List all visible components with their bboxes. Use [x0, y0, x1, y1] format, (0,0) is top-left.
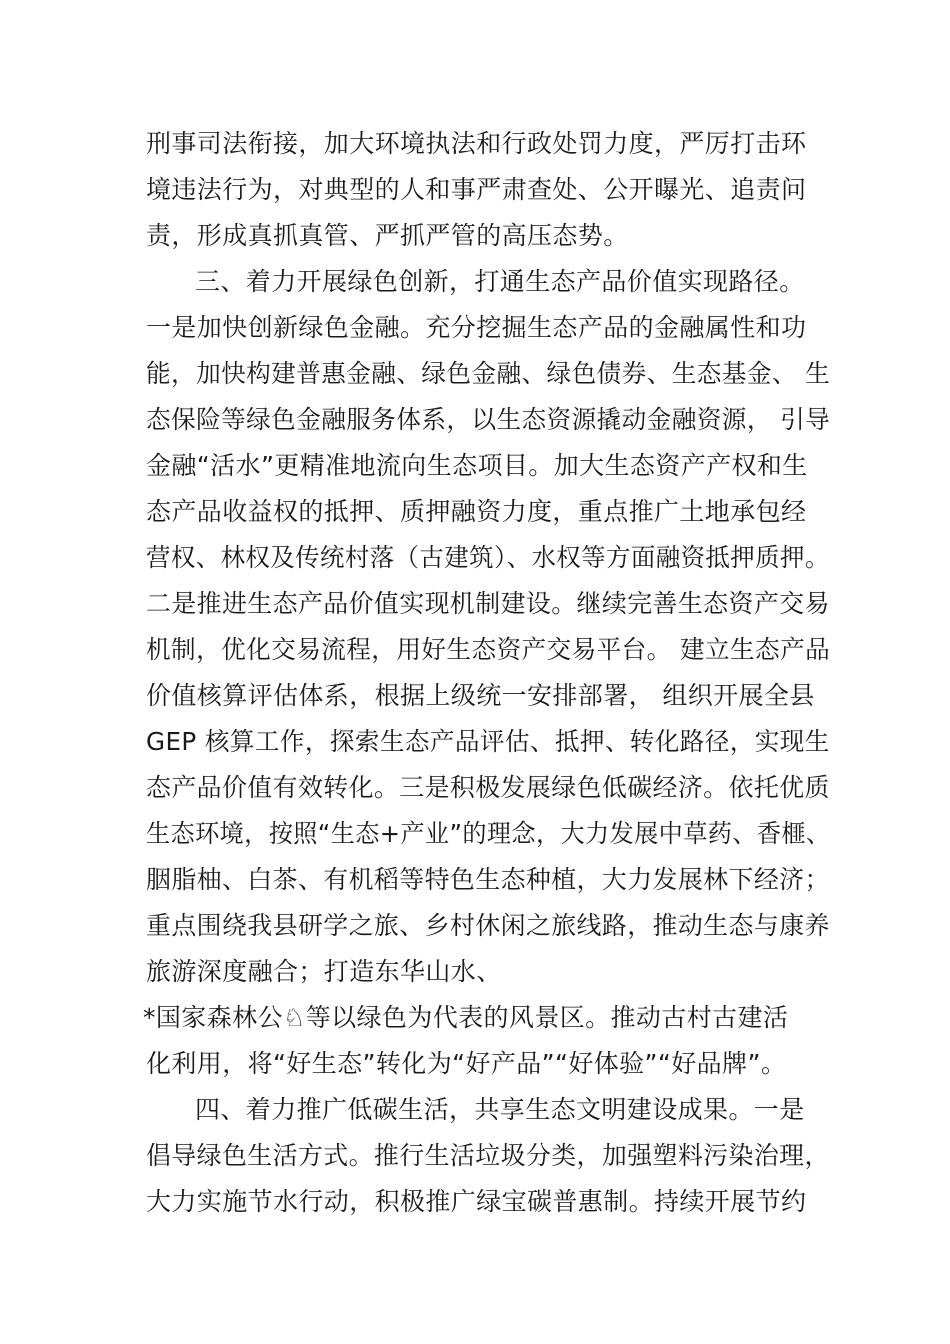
paragraph-line: 刑事司法衔接，加大环境执法和行政处罚力度，严厉打击环 [146, 129, 807, 158]
paragraph-line: 二是推进生态产品价值实现机制建设。继续完善生态资产交易 [146, 589, 830, 618]
paragraph-line: 倡导绿色生活方式。推行生活垃圾分类，加强塑料污染治理， [146, 1141, 830, 1170]
paragraph-line: 责，形成真抓真管、严抓严管的高压态势。 [146, 221, 629, 250]
section-heading: 四、着力推广低碳生活，共享生态文明建设成果。一是 [195, 1095, 805, 1124]
paragraph-line: 大力实施节水行动，积极推广绿宝碳普惠制。持续开展节约 [146, 1187, 807, 1216]
paragraph-line: 一是加快创新绿色金融。充分挖掘生态产品的金融属性和功 [146, 313, 807, 342]
paragraph-line: 生态环境，按照“生态+产业”的理念，大力发展中草药、香榧、 [146, 819, 831, 848]
paragraph-line: 金融“活水”更精准地流向生态项目。加大生态资产产权和生 [146, 451, 808, 480]
paragraph-line: 态保险等绿色金融服务体系，以生态资源撬动金融资源， 引导 [146, 405, 831, 434]
paragraph-line: 机制，优化交易流程，用好生态资产交易平台。 建立生态产品 [146, 635, 831, 664]
paragraph-line: *国家森林公♘等以绿色为代表的风景区。推动古村古建活 [143, 1003, 789, 1032]
paragraph-line: 胭脂柚、白茶、有机稻等特色生态种植，大力发展林下经济； [146, 865, 830, 894]
section-heading: 三、着力开展绿色创新，打通生态产品价值实现路径。 [195, 267, 805, 296]
paragraph-line: GEP 核算工作，探索生态产品评估、抵押、转化路径，实现生 [146, 727, 830, 756]
paragraph-line: 营权、林权及传统村落（古建筑）、水权等方面融资抵押质押。 [146, 543, 830, 572]
paragraph-line: 旅游深度融合；打造东华山水、 [146, 957, 502, 986]
paragraph-line: 化利用，将“好生态”转化为“好产品”“好体验”“好品牌”。 [146, 1049, 787, 1078]
paragraph-line: 能，加快构建普惠金融、绿色金融、绿色债券、生态基金、 生 [146, 359, 831, 388]
paragraph-line: 价值核算评估体系，根据上级统一安排部署， 组织开展全县 [146, 681, 815, 710]
paragraph-line: 态产品价值有效转化。三是积极发展绿色低碳经济。依托优质 [146, 773, 830, 802]
paragraph-line: 境违法行为，对典型的人和事严肃查处、公开曝光、追责问 [146, 175, 807, 204]
paragraph-line: 态产品收益权的抵押、质押融资力度，重点推广土地承包经 [146, 497, 807, 526]
paragraph-line: 重点围绕我县研学之旅、乡村休闲之旅线路，推动生态与康养 [146, 911, 830, 940]
